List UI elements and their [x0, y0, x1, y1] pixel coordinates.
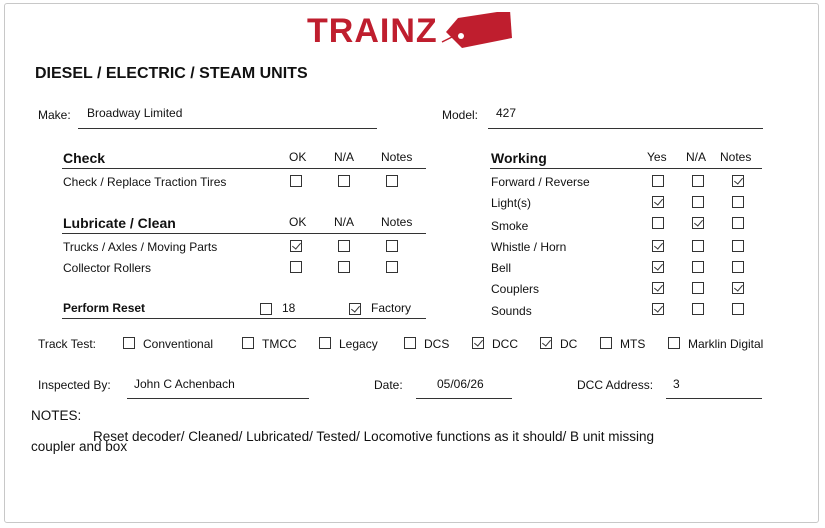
- working-row-label: Sounds: [491, 304, 532, 318]
- track-tmcc-label: TMCC: [262, 337, 297, 351]
- lubricate-row-label: Collector Rollers: [63, 261, 152, 275]
- track-dc-label: DC: [560, 337, 578, 351]
- check-row-notes-checkbox[interactable]: [386, 175, 398, 187]
- working-row-na-checkbox[interactable]: [692, 240, 704, 252]
- check-heading: Check: [63, 150, 106, 166]
- form-title: DIESEL / ELECTRIC / STEAM UNITS: [35, 65, 308, 82]
- reset-divider: [62, 318, 426, 319]
- working-row-yes-checkbox[interactable]: [652, 282, 664, 294]
- check-col-ok: OK: [289, 150, 307, 164]
- working-row-notes-checkbox[interactable]: [732, 303, 744, 315]
- check-row-na-checkbox[interactable]: [338, 175, 350, 187]
- reset-18-checkbox[interactable]: [260, 303, 272, 315]
- working-row-na-checkbox[interactable]: [692, 261, 704, 273]
- working-row-notes-checkbox[interactable]: [732, 175, 744, 187]
- track-legacy-label: Legacy: [339, 337, 378, 351]
- working-row-yes-checkbox[interactable]: [652, 303, 664, 315]
- lubricate-col-na: N/A: [334, 215, 355, 229]
- working-row-notes-checkbox[interactable]: [732, 261, 744, 273]
- working-row-yes-checkbox[interactable]: [652, 196, 664, 208]
- track-marklin-label: Marklin Digital: [688, 337, 764, 351]
- perform-reset-label: Perform Reset: [63, 301, 146, 315]
- price-tag-icon: [440, 12, 514, 50]
- lubricate-row-notes-checkbox[interactable]: [386, 240, 398, 252]
- dcc-address-underline: [666, 398, 762, 399]
- track-dcs-checkbox[interactable]: [404, 337, 416, 349]
- working-row-na-checkbox[interactable]: [692, 196, 704, 208]
- track-mts-checkbox[interactable]: [600, 337, 612, 349]
- working-row-label: Couplers: [491, 282, 540, 296]
- lubricate-row-ok-checkbox[interactable]: [290, 240, 302, 252]
- inspected-by-label: Inspected By:: [38, 378, 111, 392]
- dcc-address-label: DCC Address:: [577, 378, 654, 392]
- date-field[interactable]: 05/06/26: [437, 377, 484, 391]
- working-row-yes-checkbox[interactable]: [652, 217, 664, 229]
- working-col-na: N/A: [686, 150, 707, 164]
- track-dcc-label: DCC: [492, 337, 518, 351]
- working-row-notes-checkbox[interactable]: [732, 240, 744, 252]
- working-row-yes-checkbox[interactable]: [652, 240, 664, 252]
- track-dc-checkbox[interactable]: [540, 337, 552, 349]
- check-row-ok-checkbox[interactable]: [290, 175, 302, 187]
- date-label: Date:: [374, 378, 403, 392]
- reset-factory-label: Factory: [371, 301, 412, 315]
- working-col-yes: Yes: [647, 150, 667, 164]
- lubricate-col-ok: OK: [289, 215, 307, 229]
- working-row-label: Bell: [491, 261, 512, 275]
- track-marklin-checkbox[interactable]: [668, 337, 680, 349]
- track-mts-label: MTS: [620, 337, 646, 351]
- working-row-notes-checkbox[interactable]: [732, 217, 744, 229]
- working-row-na-checkbox[interactable]: [692, 217, 704, 229]
- track-tmcc-checkbox[interactable]: [242, 337, 254, 349]
- lubricate-heading: Lubricate / Clean: [63, 215, 176, 231]
- lubricate-row-ok-checkbox[interactable]: [290, 261, 302, 273]
- check-row-label: Check / Replace Traction Tires: [63, 175, 227, 189]
- working-row-yes-checkbox[interactable]: [652, 175, 664, 187]
- dcc-address-field[interactable]: 3: [673, 377, 680, 391]
- working-row-na-checkbox[interactable]: [692, 282, 704, 294]
- date-underline: [416, 398, 512, 399]
- working-row-label: Whistle / Horn: [491, 240, 567, 254]
- working-row-label: Smoke: [491, 219, 529, 233]
- track-conventional-checkbox[interactable]: [123, 337, 135, 349]
- notes-label: NOTES:: [31, 408, 82, 423]
- working-row-label: Light(s): [491, 196, 532, 210]
- model-label: Model:: [442, 108, 479, 122]
- check-divider: [62, 168, 426, 169]
- notes-text-line2[interactable]: coupler and box: [31, 439, 128, 454]
- trainz-logo: TRAINZ: [307, 12, 438, 50]
- lubricate-row-na-checkbox[interactable]: [338, 261, 350, 273]
- model-underline: [488, 128, 763, 129]
- make-field[interactable]: Broadway Limited: [87, 106, 183, 120]
- lubricate-col-notes: Notes: [381, 215, 413, 229]
- working-heading: Working: [491, 150, 547, 166]
- lubricate-row-label: Trucks / Axles / Moving Parts: [63, 240, 218, 254]
- working-row-na-checkbox[interactable]: [692, 175, 704, 187]
- track-legacy-checkbox[interactable]: [319, 337, 331, 349]
- track-dcc-checkbox[interactable]: [472, 337, 484, 349]
- reset-factory-checkbox[interactable]: [349, 303, 361, 315]
- model-field[interactable]: 427: [496, 106, 517, 120]
- lubricate-divider: [62, 233, 426, 234]
- working-row-notes-checkbox[interactable]: [732, 196, 744, 208]
- check-col-na: N/A: [334, 150, 355, 164]
- make-underline: [78, 128, 377, 129]
- track-test-label: Track Test:: [38, 337, 97, 351]
- working-row-notes-checkbox[interactable]: [732, 282, 744, 294]
- notes-text-line1[interactable]: Reset decoder/ Cleaned/ Lubricated/ Tested/ Locomotive functions as it should/ B unit missing: [93, 429, 655, 444]
- track-dcs-label: DCS: [424, 337, 450, 351]
- working-row-yes-checkbox[interactable]: [652, 261, 664, 273]
- track-conventional-label: Conventional: [143, 337, 214, 351]
- working-row-na-checkbox[interactable]: [692, 303, 704, 315]
- inspected-by-field[interactable]: John C Achenbach: [134, 377, 235, 391]
- reset-18-label: 18: [282, 301, 296, 315]
- make-label: Make:: [38, 108, 71, 122]
- lubricate-row-na-checkbox[interactable]: [338, 240, 350, 252]
- working-row-label: Forward / Reverse: [491, 175, 590, 189]
- working-col-notes: Notes: [720, 150, 752, 164]
- working-divider: [490, 168, 762, 169]
- check-col-notes: Notes: [381, 150, 413, 164]
- inspected-by-underline: [127, 398, 309, 399]
- lubricate-row-notes-checkbox[interactable]: [386, 261, 398, 273]
